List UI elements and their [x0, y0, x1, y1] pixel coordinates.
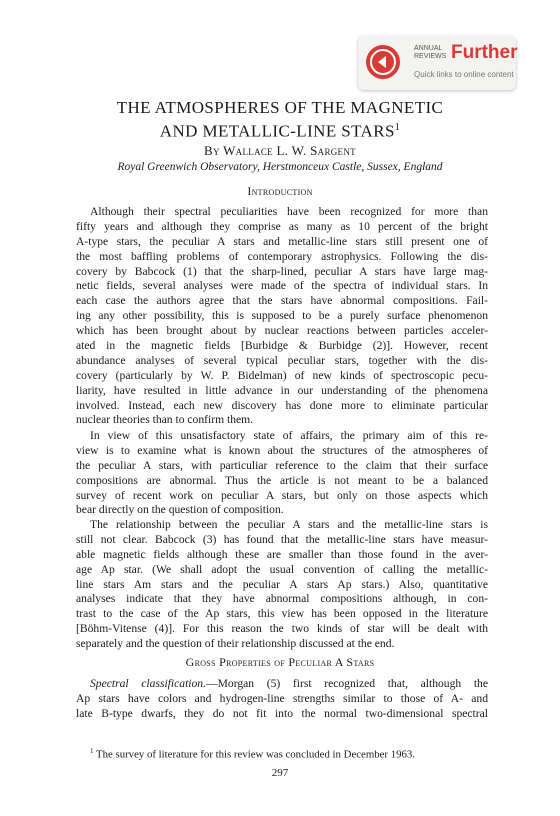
gross-properties-lines: [76, 692, 488, 722]
text-line: bear directly on the question of composition.: [76, 503, 284, 517]
text-line: fifty years and although they comprise as many as 10 percent of the bright: [76, 219, 488, 233]
text-line: [76, 677, 488, 692]
gross-properties-paragraph-1: [76, 677, 488, 722]
section-heading-gross-properties: Gross Properties of Peculiar A Stars: [185, 655, 375, 669]
text-line: involved. Instead, each new discovery has done more to eliminate particular: [76, 398, 488, 412]
badge-annual-text: ANNUAL: [414, 45, 443, 52]
author-byline: By Wallace L. W. Sargent: [204, 143, 356, 158]
text-line: nuclear theories than to confirm them.: [76, 413, 254, 427]
text-line: In view of this unsatisfactory state of affairs, the primary aim of this re-: [90, 429, 488, 442]
text-line: covery by Babcock (1) that the sharp-lined, peculiar A stars have large mag-: [76, 264, 488, 278]
text-line: age Ap star. (We shall adopt the usual convention of calling the metallic-: [76, 562, 488, 576]
text-line: liarity, have resulted in little advance in our understanding of the phenomena: [76, 383, 488, 397]
text-line: netic fields, several analyses were made of the spectra of individual stars. In: [76, 279, 488, 293]
text-line: Ap stars have colors and hydrogen-line strengths similar to those of A- and: [76, 691, 488, 705]
text-line: ing any other possibility, this is supposed to be a purely surface phenomenon: [76, 309, 488, 323]
further-play-icon: [366, 45, 400, 79]
badge-brand: [414, 45, 446, 61]
section-heading-introduction: Introduction: [247, 184, 313, 198]
intro-paragraph-3: [76, 518, 488, 652]
text-line: line stars Am stars and the peculiar A stars Ap stars.) Also, quantitative: [76, 577, 488, 591]
subsection-lead-rest: —Morgan (5) first recognized that, although the: [206, 677, 488, 690]
text-line: separately and the question of their relationship discussed at the end.: [76, 637, 395, 651]
text-line: each case the authors agree that the stars have abnormal compositions. Fail-: [76, 294, 488, 308]
text-line: A-type stars, the peculiar A stars and metallic-line stars still present one of: [76, 234, 488, 248]
text-line: [Böhm-Vitense (4)]. For this reason the two kinds of star will be dealt with: [76, 622, 488, 636]
text-line: the most baffling problems of contemporary astrophysics. Following the dis-: [76, 249, 488, 263]
text-line: still not clear. Babcock (3) has found that the metallic-line stars have measur-: [76, 532, 488, 546]
text-line: abundance analyses of several typical peculiar stars, together with the dis-: [76, 353, 488, 367]
footnote-text: The survey of literature for this review was concluded in December 1963.: [93, 748, 415, 761]
badge-further-text: Further: [451, 42, 518, 63]
text-line: Although their spectral peculiarities have been recognized for more than: [90, 205, 488, 218]
text-line: view is to examine what is known about the structures of the atmospheres of: [76, 443, 488, 457]
footnote: [90, 747, 490, 761]
page-number: 297: [271, 767, 289, 779]
text-line: able magnetic fields although these are smaller than those found in the aver-: [76, 547, 488, 561]
author-affiliation: Royal Greenwich Observatory, Herstmonceux Castle, Sussex, England: [117, 161, 443, 173]
text-line: The relationship between the peculiar A stars and the metallic-line stars is: [90, 518, 488, 531]
article-title-line-2: [40, 118, 520, 142]
text-line: compositions are abnormal. Thus the article is not meant to be a balanced: [76, 473, 488, 487]
badge-reviews-text: REVIEWS: [414, 53, 447, 60]
text-line: late B-type dwarfs, they do not fit into the normal two-dimensional spectral: [76, 706, 488, 720]
title-footnote-link[interactable]: 1: [394, 122, 401, 133]
badge-subtitle: Quick links to online content: [414, 70, 514, 79]
article-title-line-1: THE ATMOSPHERES OF THE MAGNETIC: [116, 98, 444, 117]
text-line: covery (particularly by W. P. Bidelman) of new kinds of spectroscopic pecu-: [76, 368, 488, 382]
annual-reviews-further-badge[interactable]: [358, 36, 516, 90]
text-line: trast to the case of the Ap stars, this view has been opposed in the literature: [76, 607, 488, 621]
footnote-mark: 1: [90, 747, 94, 755]
text-line: which has been brought about by nuclear reactions between particles acceler-: [76, 324, 488, 338]
intro-paragraph-2: [76, 429, 488, 518]
text-line: the peculiar A stars, with particuliar reference to the claim that their surface: [76, 458, 488, 472]
title-text: AND METALLIC-LINE STARS: [159, 121, 395, 141]
intro-paragraph-1: [76, 205, 488, 428]
subsection-lead: Spectral classification.: [90, 677, 207, 690]
text-line: survey of recent work on peculiar A stars, but only on those aspects which: [76, 488, 488, 502]
text-line: analyses indicate that they have abnormal compositions although, in con-: [76, 592, 488, 606]
text-line: ated in the magnetic fields [Burbidge & Burbidge (2)]. However, recent: [76, 339, 488, 353]
